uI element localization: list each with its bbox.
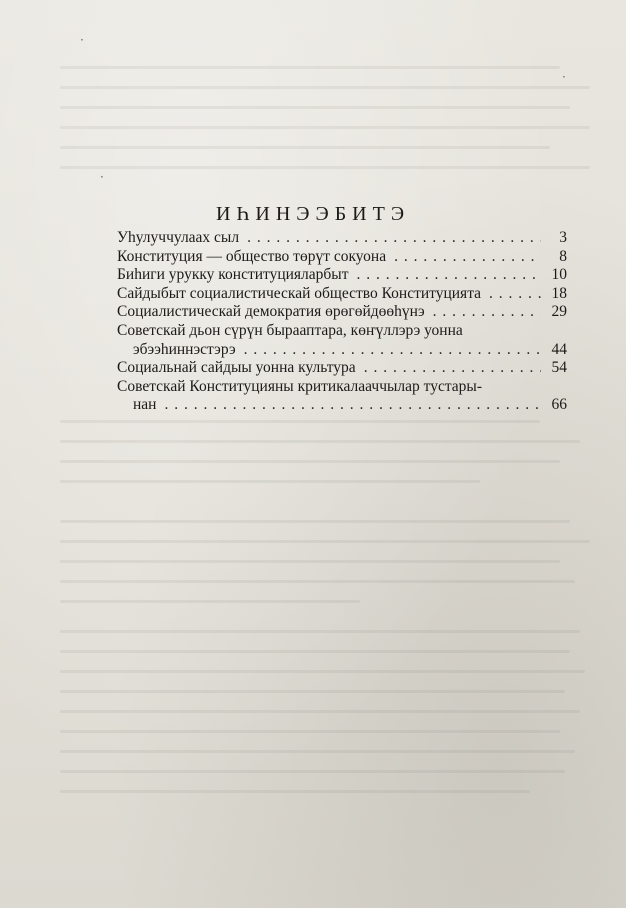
- toc-entry: [117, 285, 567, 304]
- bleed-through-line: [60, 630, 580, 633]
- toc-entry-title: Социальнай сайдыы уонна культура: [117, 359, 356, 377]
- toc-entry-title: Уһулуччулаах сыл: [117, 229, 240, 246]
- paper-speck: ·: [562, 70, 566, 84]
- bleed-through-line: [60, 520, 570, 523]
- toc-page-number: 18: [551, 284, 567, 302]
- dot-leader: [356, 359, 541, 378]
- toc-entry: [117, 266, 567, 285]
- table-of-contents: [117, 229, 567, 415]
- toc-entry-continuation: [117, 341, 567, 360]
- bleed-through-line: [60, 146, 550, 149]
- dot-leader: [386, 248, 541, 267]
- paper-speck: ·: [80, 33, 84, 47]
- toc-page-number: 54: [551, 359, 567, 377]
- bleed-through-line: [60, 166, 590, 169]
- bleed-through-line: [60, 690, 565, 693]
- toc-page-number: 44: [551, 340, 567, 358]
- bleed-through-line: [60, 580, 575, 583]
- bleed-through-line: [60, 106, 570, 109]
- bleed-through-line: [60, 560, 560, 563]
- toc-entry-continuation: [117, 396, 567, 415]
- toc-page-number: 29: [551, 303, 567, 321]
- bleed-through-line: [60, 66, 560, 69]
- bleed-through-line: [60, 540, 590, 543]
- bleed-through-line: [60, 480, 480, 483]
- toc-entry-title-continued: эбээһиннэстэрэ: [133, 340, 236, 358]
- toc-entry: [117, 322, 567, 341]
- bleed-through-line: [60, 650, 570, 653]
- toc-entry: [117, 303, 567, 322]
- dot-leader: [239, 229, 541, 248]
- dot-leader: [481, 285, 541, 304]
- bleed-through-line: [60, 770, 565, 773]
- dot-leader: [349, 266, 542, 285]
- toc-entry-title-continued: нан: [133, 396, 157, 414]
- bleed-through-line: [60, 440, 580, 443]
- bleed-through-line: [60, 86, 590, 89]
- bleed-through-line: [60, 670, 585, 673]
- bleed-through-line: [60, 126, 590, 129]
- toc-entry: [117, 229, 567, 248]
- toc-page-number: 3: [559, 229, 567, 246]
- toc-entry: [117, 359, 567, 378]
- dot-leader: [236, 341, 541, 360]
- bleed-through-line: [60, 730, 560, 733]
- dot-leader: [425, 303, 541, 322]
- toc-entry-title: Социалистическай демократия өрөгөйдөөһүнэ: [117, 303, 425, 321]
- paper-speck: ·: [100, 170, 104, 184]
- toc-entry-title: Советскай дьон сүрүн бырааптара, көҥүллэрэ уонна: [117, 321, 463, 339]
- toc-entry: [117, 378, 567, 397]
- toc-page-number: 8: [559, 247, 567, 265]
- bleed-through-line: [60, 710, 580, 713]
- toc-page-number: 66: [551, 396, 567, 414]
- bleed-through-line: [60, 600, 360, 603]
- bleed-through-line: [60, 460, 560, 463]
- toc-page-number: 10: [551, 266, 567, 284]
- toc-entry-title: Биһиги урукку конституцияларбыт: [117, 266, 349, 284]
- toc-entry: [117, 248, 567, 267]
- toc-entry-title: Советскай Конституцияны критикалааччылар тустары-: [117, 377, 483, 395]
- dot-leader: [156, 396, 541, 415]
- contents-heading: ИҺИНЭЭБИТЭ: [215, 203, 411, 226]
- bleed-through-line: [60, 750, 575, 753]
- bleed-through-line: [60, 790, 530, 793]
- toc-entry-title: Сайдыбыт социалистическай общество Конституцията: [117, 284, 482, 302]
- toc-entry-title: Конституция — общество төрүт сокуона: [117, 247, 387, 265]
- bleed-through-line: [60, 420, 540, 423]
